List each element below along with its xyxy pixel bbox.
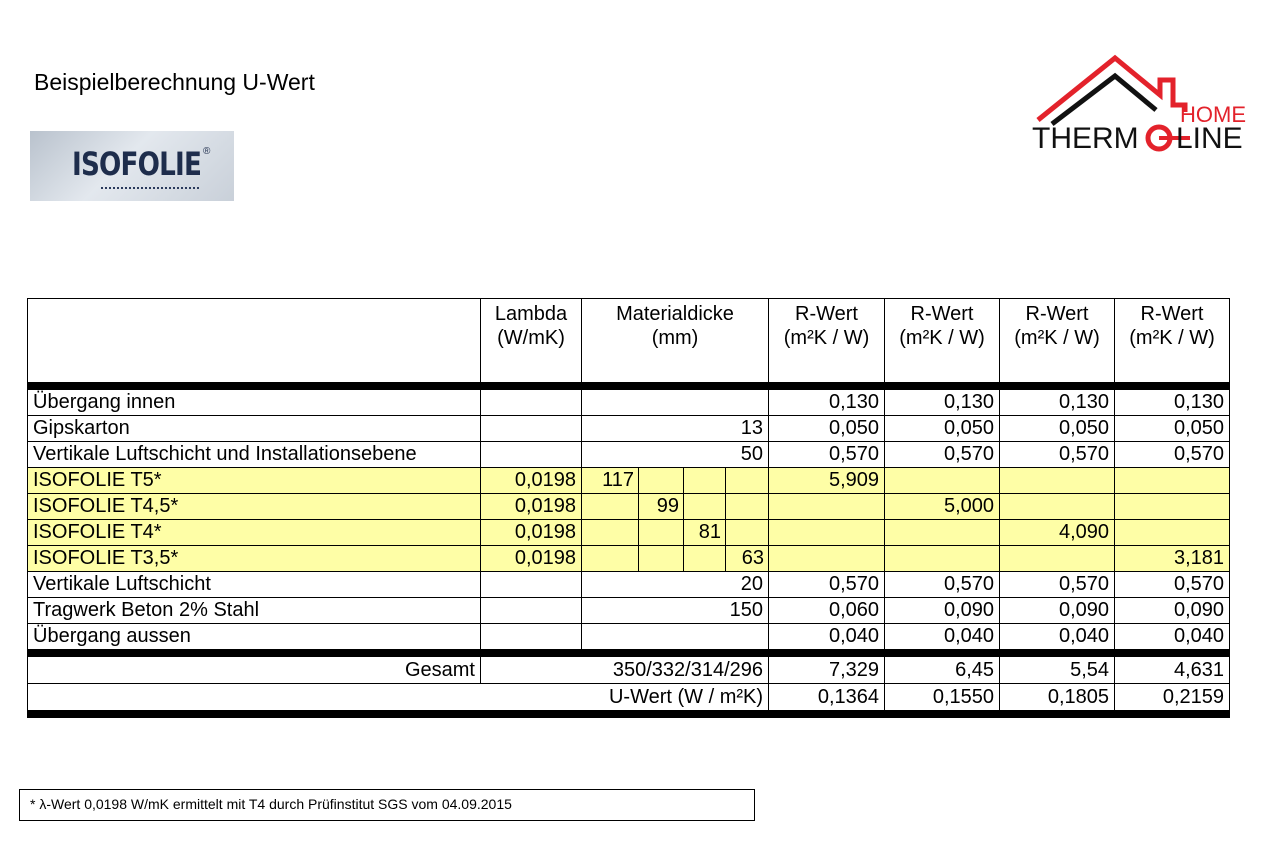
row-r: 0,060 — [769, 598, 885, 624]
row-r — [1000, 468, 1115, 494]
isofolie-logo — [30, 131, 234, 201]
row-r — [1115, 494, 1230, 520]
row-dicke — [726, 520, 769, 546]
isofolie-row — [28, 494, 1230, 520]
thermo-left-text: THERM — [1032, 122, 1139, 155]
row-r: 0,050 — [769, 416, 885, 442]
row-dicke — [582, 494, 639, 520]
row-label: Übergang aussen — [28, 624, 481, 650]
row-dicke: 63 — [726, 546, 769, 572]
row-r: 0,570 — [1000, 442, 1115, 468]
row-dicke: 81 — [684, 520, 726, 546]
row-lambda: 0,0198 — [481, 520, 582, 546]
table-row — [28, 624, 1230, 650]
gesamt-r: 4,631 — [1115, 657, 1230, 684]
header-blank — [28, 299, 481, 383]
row-r: 0,090 — [1000, 598, 1115, 624]
row-dicke: 13 — [582, 416, 769, 442]
row-r — [769, 494, 885, 520]
row-dicke: 50 — [582, 442, 769, 468]
header-rwert-4: R-Wert (m²K / W) — [1115, 299, 1230, 383]
row-dicke: 20 — [582, 572, 769, 598]
row-lambda — [481, 572, 582, 598]
row-dicke — [726, 468, 769, 494]
row-lambda — [481, 598, 582, 624]
row-r: 0,570 — [885, 572, 1000, 598]
row-r: 0,050 — [1000, 416, 1115, 442]
total-divider — [28, 650, 1230, 657]
header-divider — [28, 383, 1230, 390]
header-rwert-1: R-Wert (m²K / W) — [769, 299, 885, 383]
thermo-right-text: LINE — [1176, 122, 1243, 155]
row-r — [769, 546, 885, 572]
logo-underline — [101, 187, 201, 189]
row-label: ISOFOLIE T4* — [28, 520, 481, 546]
gesamt-row — [28, 657, 1230, 684]
row-r: 0,050 — [885, 416, 1000, 442]
uwert-value: 0,1364 — [769, 684, 885, 711]
row-r: 5,000 — [885, 494, 1000, 520]
row-r: 0,570 — [769, 572, 885, 598]
row-r: 0,570 — [769, 442, 885, 468]
row-r — [1000, 494, 1115, 520]
uwert-row — [28, 684, 1230, 711]
table-row — [28, 416, 1230, 442]
registered-mark: ® — [203, 146, 211, 157]
page-title: Beispielberechnung U-Wert — [34, 69, 315, 95]
row-r: 0,570 — [1000, 572, 1115, 598]
row-r: 0,130 — [769, 390, 885, 416]
header-row — [28, 299, 1230, 383]
row-r — [885, 468, 1000, 494]
roof-red-icon — [1038, 58, 1185, 120]
row-label: ISOFOLIE T5* — [28, 468, 481, 494]
uwert-value: 0,1550 — [885, 684, 1000, 711]
row-dicke — [684, 468, 726, 494]
row-label: Vertikale Luftschicht — [28, 572, 481, 598]
row-r — [1115, 468, 1230, 494]
row-lambda: 0,0198 — [481, 546, 582, 572]
header-dicke: Materialdicke (mm) — [582, 299, 769, 383]
row-r: 0,130 — [1000, 390, 1115, 416]
row-lambda — [481, 416, 582, 442]
row-dicke — [582, 520, 639, 546]
row-r — [885, 520, 1000, 546]
row-r: 0,130 — [1115, 390, 1230, 416]
row-r: 0,130 — [885, 390, 1000, 416]
row-label: Vertikale Luftschicht und Installationsebene — [28, 442, 481, 468]
row-dicke — [582, 390, 769, 416]
row-r — [885, 546, 1000, 572]
row-lambda — [481, 390, 582, 416]
row-r — [769, 520, 885, 546]
header-rwert-3: R-Wert (m²K / W) — [1000, 299, 1115, 383]
row-dicke — [639, 546, 684, 572]
row-r — [1000, 546, 1115, 572]
thermoline-logo — [1030, 50, 1255, 160]
row-label: ISOFOLIE T4,5* — [28, 494, 481, 520]
gesamt-label: Gesamt — [28, 657, 481, 684]
row-r: 0,570 — [1115, 572, 1230, 598]
gesamt-r: 6,45 — [885, 657, 1000, 684]
row-lambda: 0,0198 — [481, 494, 582, 520]
table-row — [28, 598, 1230, 624]
row-label: Gipskarton — [28, 416, 481, 442]
row-r: 5,909 — [769, 468, 885, 494]
thermo-home-text: HOME — [1180, 102, 1246, 127]
row-label: Tragwerk Beton 2% Stahl — [28, 598, 481, 624]
row-r: 0,040 — [1115, 624, 1230, 650]
row-dicke: 150 — [582, 598, 769, 624]
row-dicke — [726, 494, 769, 520]
header-lambda: Lambda (W/mK) — [481, 299, 582, 383]
row-lambda — [481, 442, 582, 468]
gesamt-r: 5,54 — [1000, 657, 1115, 684]
footnote: * λ-Wert 0,0198 W/mK ermittelt mit T4 durch Prüfinstitut SGS vom 04.09.2015 — [19, 789, 755, 821]
row-dicke: 99 — [639, 494, 684, 520]
table-row — [28, 572, 1230, 598]
row-r: 0,570 — [885, 442, 1000, 468]
roof-black-icon — [1052, 76, 1156, 124]
thermoline-logo-graphic — [1030, 50, 1255, 160]
row-r: 0,050 — [1115, 416, 1230, 442]
row-dicke — [639, 520, 684, 546]
table-bottom-bar — [28, 711, 1230, 718]
isofolie-row — [28, 468, 1230, 494]
row-dicke — [582, 624, 769, 650]
row-label: ISOFOLIE T3,5* — [28, 546, 481, 572]
row-r: 0,040 — [769, 624, 885, 650]
row-r: 3,181 — [1115, 546, 1230, 572]
row-r: 0,090 — [1115, 598, 1230, 624]
table-row — [28, 390, 1230, 416]
row-dicke — [684, 546, 726, 572]
isofolie-row — [28, 546, 1230, 572]
uwert-value: 0,1805 — [1000, 684, 1115, 711]
table-row — [28, 442, 1230, 468]
u-wert-table — [27, 298, 1230, 718]
row-label: Übergang innen — [28, 390, 481, 416]
isofolie-logo-text: ISOFOLIE — [72, 145, 202, 183]
row-dicke — [582, 546, 639, 572]
row-lambda: 0,0198 — [481, 468, 582, 494]
row-r: 0,040 — [1000, 624, 1115, 650]
uwert-value: 0,2159 — [1115, 684, 1230, 711]
row-r: 0,570 — [1115, 442, 1230, 468]
gesamt-r: 7,329 — [769, 657, 885, 684]
row-r — [1115, 520, 1230, 546]
header-rwert-2: R-Wert (m²K / W) — [885, 299, 1000, 383]
row-r: 4,090 — [1000, 520, 1115, 546]
row-lambda — [481, 624, 582, 650]
row-dicke: 117 — [582, 468, 639, 494]
gesamt-dicke: 350/332/314/296 — [481, 657, 769, 684]
isofolie-row — [28, 520, 1230, 546]
row-r: 0,040 — [885, 624, 1000, 650]
row-dicke — [639, 468, 684, 494]
uwert-label: U-Wert (W / m²K) — [28, 684, 769, 711]
row-dicke — [684, 494, 726, 520]
row-r: 0,090 — [885, 598, 1000, 624]
